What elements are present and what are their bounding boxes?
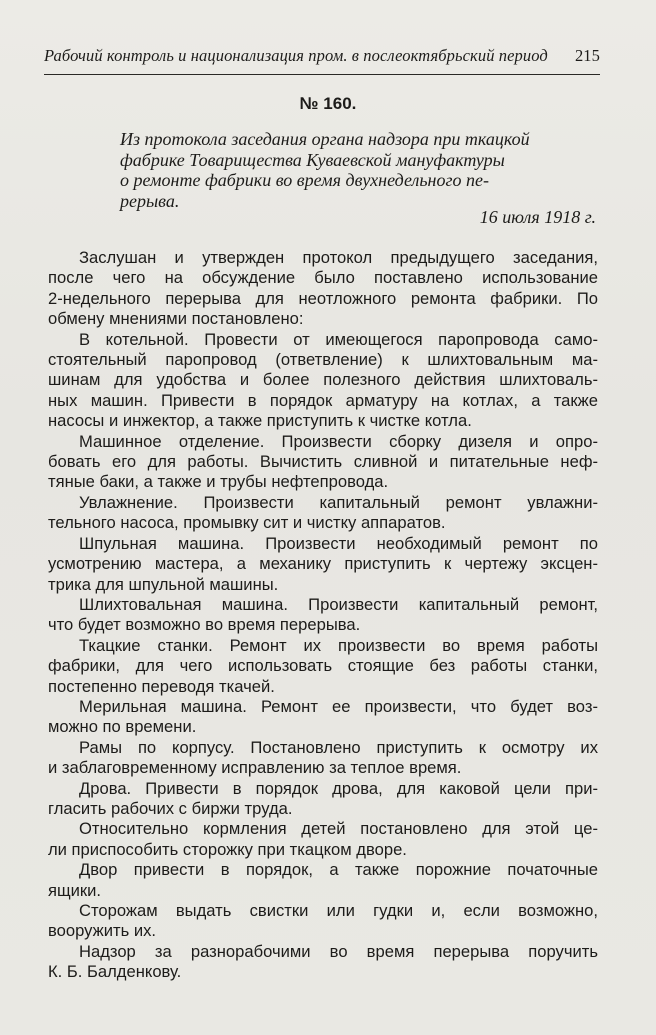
paragraph-line: что будет возможно во время перерыва. xyxy=(48,615,361,635)
paragraph xyxy=(48,636,598,697)
paragraph-line: Мерильная машина. Ремонт ее произвести, что будет воз- xyxy=(79,696,598,716)
paragraph-line: Двор привести в порядок, а также порожние початочные xyxy=(79,860,598,880)
paragraph-line: стоятельный паропровод (ответвление) к шлихтовальным ма- xyxy=(48,350,598,370)
paragraph-line: насосы и инжектор, а также приступить к чистке котла. xyxy=(48,411,472,431)
paragraph-line: В котельной. Провести от имеющегося паропровода само- xyxy=(79,329,598,349)
paragraph-line: Шпульная машина. Произвести необходимый ремонт по xyxy=(79,533,598,553)
paragraph-line: Сторожам выдать свистки или гудки и, если возможно, xyxy=(79,901,598,920)
paragraph-line: Машинное отделение. Произвести сборку дизеля и опро- xyxy=(79,431,598,451)
paragraph-line: Надзор за разнорабочими во время перерыва поручить xyxy=(79,941,598,961)
paragraph-line: вооружить их. xyxy=(48,921,157,941)
paragraph xyxy=(48,248,598,330)
paragraph-line: трика для шпульной машины. xyxy=(48,574,279,594)
paragraph xyxy=(48,942,598,983)
paragraph-line: постепенно переводя ткачей. xyxy=(48,676,275,696)
paragraph-line: фабрики, для чего использовать стоящие без работы станки, xyxy=(48,656,598,676)
running-head xyxy=(44,46,600,66)
paragraph xyxy=(48,534,598,595)
header-rule xyxy=(44,74,600,75)
paragraph-line: Рамы по корпусу. Постановлено приступить к осмотру их xyxy=(79,737,598,757)
paragraph xyxy=(48,330,598,432)
paragraph-line: тяные баки, а также и трубы нефтепровода. xyxy=(48,472,389,492)
paragraph-line: и заблаговременному исправлению за теплое время. xyxy=(48,758,462,778)
paragraph xyxy=(48,493,598,534)
paragraph xyxy=(48,901,598,942)
paragraph-line: шинам для удобства и более полезного действия шлихтоваль- xyxy=(48,370,598,390)
paragraph-line: после чего на обсуждение было поставлено использование xyxy=(48,268,598,288)
paragraph-line: обмену мнениями постановлено: xyxy=(48,309,304,329)
document-date: 16 июля 1918 г. xyxy=(479,207,596,227)
paragraph-line: Ткацкие станки. Ремонт их произвести во время работы xyxy=(79,635,598,655)
title-line: о ремонте фабрики во время двухнедельного пе- xyxy=(120,170,489,190)
page-number: 215 xyxy=(574,46,600,65)
document-title xyxy=(120,129,580,211)
paragraph xyxy=(48,860,598,901)
paragraph-line: Увлажнение. Произвести капитальный ремонт увлажни- xyxy=(79,492,598,512)
paragraph-line: Относительно кормления детей постановлено для этой це- xyxy=(79,819,598,839)
paragraph xyxy=(48,738,598,779)
paragraph xyxy=(48,432,598,493)
paragraph xyxy=(48,595,598,636)
paragraph-line: Шлихтовальная машина. Произвести капитальный ремонт, xyxy=(79,594,598,614)
paragraph-line: тельного насоса, промывку сит и чистку аппаратов. xyxy=(48,513,446,533)
paragraph-line: можно по времени. xyxy=(48,717,197,737)
paragraph-line: ящики. xyxy=(48,880,102,900)
paragraph-line: К. Б. Балденкову. xyxy=(48,962,182,982)
paragraph-line: гласить рабочих с биржи труда. xyxy=(48,798,293,818)
running-head-title: Рабочий контроль и национализация пром. в послеоктябрьский период xyxy=(44,46,548,65)
paragraph-line: Заслушан и утвержден протокол предыдущего заседания, xyxy=(79,248,598,267)
paragraph-line: усмотрению мастера, а механику приступить к чертежу эксцен- xyxy=(48,554,598,574)
paragraph xyxy=(48,779,598,820)
title-line: рерыва. xyxy=(120,190,180,211)
title-line: фабрике Товарищества Куваевской мануфактуры xyxy=(120,149,505,170)
paragraph-line: ных машин. Привести в порядок арматуру на котлах, а также xyxy=(48,390,598,410)
paragraph-line: Дрова. Привести в порядок дрова, для каковой цели при- xyxy=(79,778,598,798)
paragraph-line: 2-недельного перерыва для неотложного ремонта фабрики. По xyxy=(48,288,598,308)
document-number: № 160. xyxy=(299,94,357,113)
title-line: Из протокола заседания органа надзора при ткацкой xyxy=(120,129,530,149)
paragraph xyxy=(48,819,598,860)
paragraph xyxy=(48,697,598,738)
document-body xyxy=(48,248,598,983)
paragraph-line: бовать его для работы. Вычистить сливной и питательные неф- xyxy=(48,452,598,472)
paragraph-line: ли приспособить сторожку при ткацком дворе. xyxy=(48,839,407,859)
